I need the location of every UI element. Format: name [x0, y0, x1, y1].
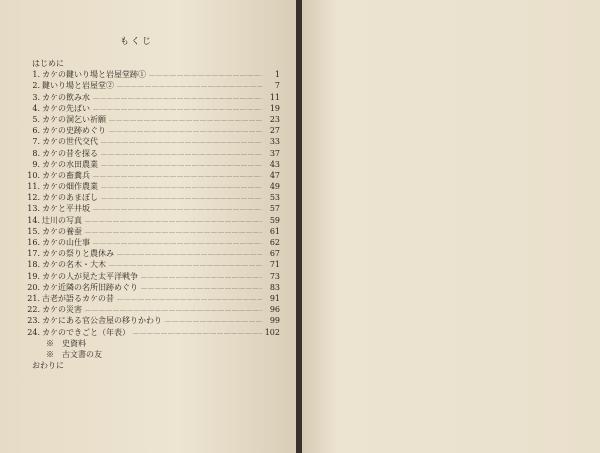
- toc-entry: [24, 203, 280, 214]
- toc-entry-title: はじめに: [32, 59, 64, 68]
- toc-entry-title: カケの洞乞い祈願: [42, 114, 106, 124]
- toc-leader-dots: [90, 203, 262, 214]
- toc-leader-dots: [82, 215, 262, 226]
- toc-entry: [24, 282, 280, 293]
- toc-entry-page: 43: [269, 159, 280, 169]
- toc-entry-page: 61: [269, 226, 280, 236]
- toc-entry: [24, 92, 280, 103]
- toc-entry: [24, 148, 280, 159]
- toc-entry-page: 7: [274, 81, 280, 91]
- toc-leader-dots: [114, 293, 262, 304]
- toc-leader-dots: [106, 114, 262, 125]
- toc-entry: [24, 226, 280, 237]
- toc-entry-title: カケの先ぱい: [42, 103, 90, 113]
- toc-entry-number: 18.: [27, 260, 40, 270]
- toc-entry-title: カケの祭りと農休み: [42, 249, 114, 259]
- toc-entry-number: 17.: [27, 249, 40, 259]
- toc-entry-number: 7.: [32, 137, 40, 147]
- toc-leader-dots: [90, 103, 262, 114]
- toc-entry-number: 13.: [27, 204, 40, 214]
- toc-entry: [24, 248, 280, 259]
- toc-entry: [24, 259, 280, 270]
- toc-entry: [24, 215, 280, 226]
- toc-entry-number: 6.: [32, 126, 40, 136]
- toc-leader-dots: [114, 248, 262, 259]
- toc-entry-page: 83: [269, 282, 280, 292]
- toc-entry-number: 21.: [27, 293, 40, 303]
- toc-entry-page: 57: [269, 204, 280, 214]
- toc-entry-title: カケ近隣の名所旧跡めぐり: [42, 282, 138, 292]
- toc-leader-dots: [146, 69, 262, 80]
- toc-entry-page: 73: [269, 271, 280, 281]
- toc-entry-page: 62: [269, 238, 280, 247]
- toc-leader-dots: [114, 80, 262, 91]
- toc-entry-number: 9.: [32, 159, 40, 169]
- toc-leader-dots: [98, 159, 262, 170]
- toc-leader-dots: [98, 148, 262, 159]
- toc-entry-page: 33: [269, 137, 280, 147]
- toc-entry-number: 1.: [32, 70, 40, 80]
- toc-leader-dots: [138, 271, 262, 282]
- toc-entry-page: 59: [269, 215, 280, 225]
- toc-entry: [24, 58, 280, 69]
- toc-entry-page: 37: [269, 148, 280, 158]
- toc-entry-title: 古老が語るカケの昔: [42, 293, 114, 303]
- toc-leader-dots: [98, 136, 262, 147]
- toc-leader-dots: [98, 192, 262, 203]
- toc-entry-page: 49: [269, 182, 280, 192]
- toc-entry-title: カケの養蚕: [42, 226, 82, 236]
- toc-entry-title: カケの鍵いり場と岩屋堂跡①: [42, 70, 146, 80]
- toc-entry-number: 4.: [32, 103, 40, 113]
- toc-entry: [24, 293, 280, 304]
- toc-entry-page: 102: [264, 327, 280, 337]
- toc-list: [24, 58, 280, 371]
- toc-leader-dots: [82, 304, 262, 315]
- toc-leader-dots: [106, 259, 262, 270]
- toc-leader-dots: [130, 327, 262, 338]
- toc-entry-number: 14.: [27, 215, 40, 225]
- toc-entry: [24, 192, 280, 203]
- right-page-intro: [302, 0, 600, 453]
- toc-entry-page: 71: [269, 260, 280, 270]
- toc-leader-dots: [90, 170, 262, 181]
- toc-title: もくじ: [120, 37, 154, 47]
- toc-entry-title: カケの史跡めぐり: [42, 126, 106, 136]
- toc-entry: [24, 159, 280, 170]
- toc-entry-title: ※ 史資料: [46, 338, 86, 348]
- toc-entry-title: カケの畜糞兵: [42, 170, 90, 180]
- toc-entry-title: カケのできごと（年表）: [42, 327, 130, 337]
- toc-entry-title: おわりに: [32, 361, 64, 371]
- toc-leader-dots: [90, 237, 262, 248]
- toc-entry-number: 19.: [27, 271, 40, 281]
- toc-entry-number: 22.: [27, 305, 40, 315]
- toc-entry-number: 8.: [32, 148, 40, 158]
- toc-entry: [24, 114, 280, 125]
- toc-entry-page: 27: [269, 126, 280, 136]
- toc-entry-title: カケの水田農業: [42, 159, 98, 169]
- toc-entry-number: 2.: [32, 81, 40, 91]
- toc-entry-title: カケの飲み水: [42, 92, 90, 102]
- toc-entry: [24, 338, 280, 349]
- toc-entry-page: 99: [269, 316, 280, 326]
- toc-entry-number: 10.: [27, 170, 40, 180]
- toc-entry-title: ※ 古文書の友: [46, 349, 102, 359]
- toc-entry-page: 19: [269, 103, 280, 113]
- toc-leader-dots: [106, 125, 262, 136]
- toc-entry-number: 20.: [27, 282, 40, 292]
- toc-leader-dots: [82, 226, 262, 237]
- toc-entry: [24, 360, 280, 371]
- left-page-toc: [0, 0, 298, 453]
- toc-entry: [24, 315, 280, 326]
- toc-entry-page: 53: [269, 193, 280, 203]
- toc-entry-number: 16.: [27, 238, 40, 247]
- toc-entry: [24, 327, 280, 338]
- toc-entry-number: 5.: [32, 114, 40, 124]
- toc-entry-title: カケの名木・大木: [42, 260, 106, 270]
- toc-entry: [24, 103, 280, 114]
- toc-entry-page: 67: [269, 249, 280, 259]
- toc-entry: [24, 271, 280, 282]
- toc-entry: [24, 181, 280, 192]
- toc-entry-title: カケの畑作農業: [42, 182, 98, 192]
- toc-entry: [24, 170, 280, 181]
- toc-entry: [24, 69, 280, 80]
- toc-entry: [24, 304, 280, 315]
- toc-entry-number: 11.: [27, 182, 40, 192]
- toc-entry-title: 辻川の写真: [42, 215, 82, 225]
- toc-entry-title: カケの災害: [42, 305, 82, 315]
- toc-entry-title: カケの人が見た太平洋戦争: [42, 271, 138, 281]
- toc-entry-title: カケのあまぼし: [42, 193, 98, 203]
- toc-entry-title: カケにある官公舎屋の移りかわり: [42, 316, 162, 326]
- toc-entry-page: 11: [269, 92, 280, 102]
- toc-entry: [24, 125, 280, 136]
- toc-entry-title: カケの昔を探る: [42, 148, 98, 158]
- toc-entry-number: 23.: [27, 316, 40, 326]
- toc-entry-title: 鍵いり場と岩屋堂②: [42, 81, 114, 91]
- toc-entry: [24, 237, 280, 248]
- toc-leader-dots: [90, 92, 262, 103]
- toc-entry-title: カケの山仕事: [42, 238, 90, 247]
- toc-leader-dots: [138, 282, 262, 293]
- toc-leader-dots: [98, 181, 262, 192]
- toc-entry-number: 3.: [32, 92, 40, 102]
- toc-entry-page: 96: [269, 305, 280, 315]
- toc-entry: [24, 349, 280, 360]
- toc-entry-number: 12.: [27, 193, 40, 203]
- toc-entry-page: 23: [269, 114, 280, 124]
- toc-entry-number: 24.: [27, 327, 40, 337]
- toc-leader-dots: [162, 315, 262, 326]
- toc-entry-number: 15.: [27, 226, 40, 236]
- toc-entry-page: 1: [274, 70, 280, 80]
- toc-entry: [24, 136, 280, 147]
- toc-entry-page: 47: [269, 170, 280, 180]
- toc-entry-title: カケと平井坂: [42, 204, 90, 214]
- toc-entry-title: カケの世代交代: [42, 137, 98, 147]
- toc-entry: [24, 80, 280, 91]
- toc-entry-page: 91: [269, 293, 280, 303]
